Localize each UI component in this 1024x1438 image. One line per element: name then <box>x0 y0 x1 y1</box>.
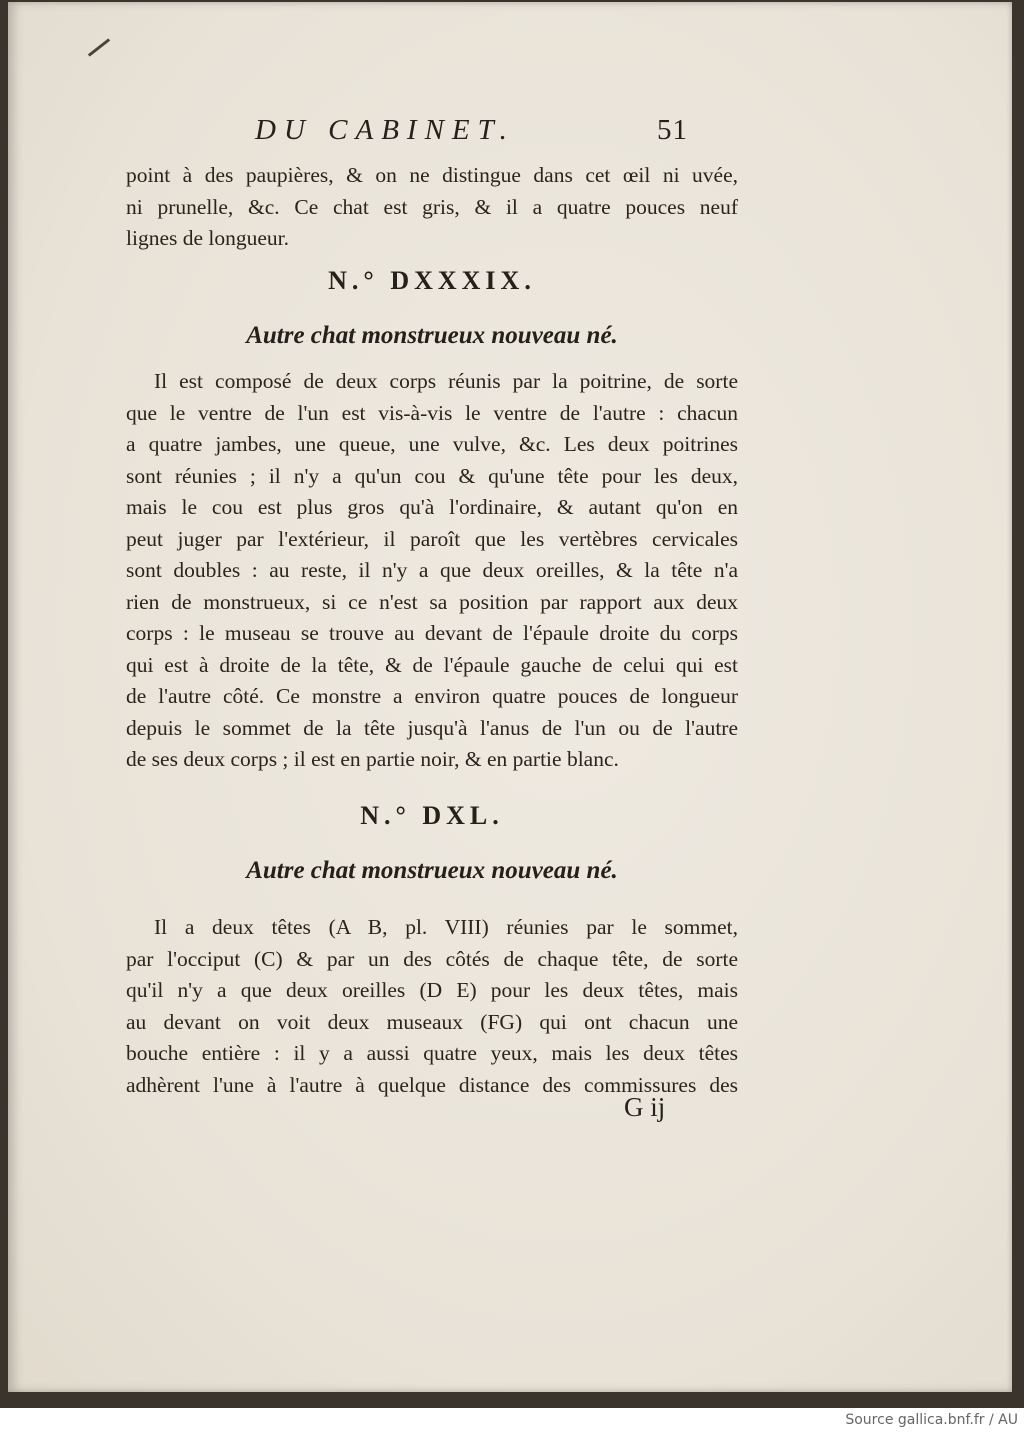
entry-dxxxix-paragraph <box>126 366 738 776</box>
text-line: depuis le sommet de la tête jusqu'à l'anus de l'un ou de l'autre <box>126 715 738 740</box>
entry-title-dxl: Autre chat monstrueux nouveau né. <box>246 857 618 884</box>
text-line: lignes de longueur. <box>126 226 290 250</box>
entry-title-dxxxix: Autre chat monstrueux nouveau né. <box>246 322 618 349</box>
text-line: de ses deux corps ; il est en partie noir, & en partie blanc. <box>126 747 619 771</box>
text-line: qu'il n'y a que deux oreilles (D E) pour les deux têtes, mais <box>126 978 738 1002</box>
entry-number-dxxxix: N.° DXXXIX. <box>328 266 536 295</box>
source-credit: Source gallica.bnf.fr / AU <box>845 1412 1018 1428</box>
text-line: rien de monstrueux, si ce n'est sa position par rapport aux deux <box>126 589 738 614</box>
text-line: Il est composé de deux corps réunis par la poitrine, de sorte <box>154 369 738 393</box>
text-line: adhèrent l'une à l'autre à quelque distance des commissures des <box>126 1072 738 1097</box>
text-line: sont réunies ; il n'y a qu'un cou & qu'une tête pour les deux, <box>126 463 738 488</box>
signature-mark: G ij <box>624 1092 666 1122</box>
text-line: peut juger par l'extérieur, il paroît que les vertèbres cervicales <box>126 526 738 551</box>
text-line: par l'occiput (C) & par un des côtés de chaque tête, de sorte <box>126 946 738 971</box>
text-line: sont doubles : au reste, il n'y a que deux oreilles, & la tête n'a <box>126 558 738 582</box>
text-line: que le ventre de l'un est vis-à-vis le ventre de l'autre : chacun <box>126 400 738 425</box>
page-number: 51 <box>657 114 688 146</box>
text-line: qui est à droite de la tête, & de l'épaule gauche de celui qui est <box>126 652 738 677</box>
text-line: ni prunelle, &c. Ce chat est gris, & il a quatre pouces neuf <box>126 194 738 219</box>
text-line: mais le cou est plus gros qu'à l'ordinaire, & autant qu'on en <box>126 495 738 519</box>
continuation-paragraph <box>126 160 738 255</box>
text-line: Il a deux têtes (A B, pl. VIII) réunies par le sommet, <box>154 915 738 939</box>
text-line: point à des paupières, & on ne distingue dans cet œil ni uvée, <box>126 163 738 187</box>
ink-mark <box>88 38 110 56</box>
text-line: bouche entière : il y a aussi quatre yeux, mais les deux têtes <box>126 1041 738 1065</box>
running-head: DU CABINET. <box>255 114 515 146</box>
text-line: corps : le museau se trouve au devant de l'épaule droite du corps <box>126 621 738 645</box>
entry-number-dxl: N.° DXL. <box>360 801 504 830</box>
text-line: a quatre jambes, une queue, une vulve, &c. Les deux poitrines <box>126 432 738 456</box>
text-line: au devant on voit deux museaux (FG) qui ont chacun une <box>126 1009 738 1034</box>
text-line: de l'autre côté. Ce monstre a environ quatre pouces de longueur <box>126 684 738 708</box>
entry-dxl-paragraph <box>126 912 738 1101</box>
